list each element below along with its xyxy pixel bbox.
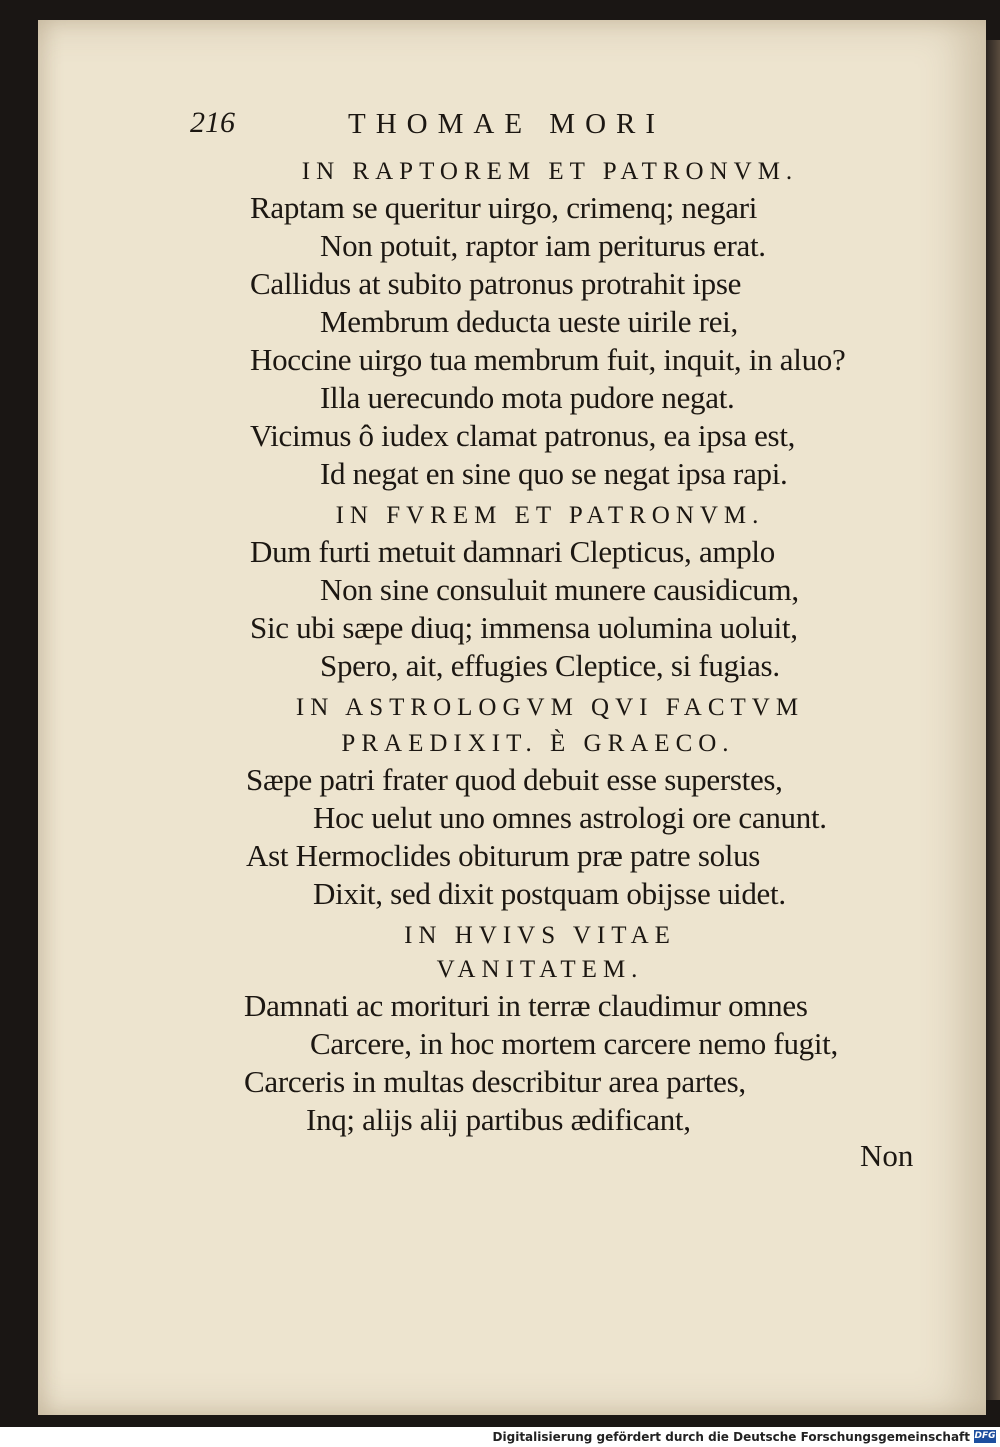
verse-line: Non sine consuluit munere causidicum, xyxy=(320,572,799,607)
poem-heading: IN FVREM ET PATRONVM. xyxy=(335,502,765,529)
show-through-text xyxy=(858,120,986,1170)
verse-line: Membrum deducta ueste uirile rei, xyxy=(320,304,738,339)
poem-heading: IN ASTROLOGVM QVI FACTVM xyxy=(295,694,805,721)
verse-line: Dixit, sed dixit postquam obijsse uidet. xyxy=(313,876,786,911)
catchword: Non xyxy=(860,1138,914,1173)
poem-heading: IN RAPTOREM ET PATRONVM. xyxy=(301,158,799,185)
verse-line: Raptam se queritur uirgo, crimenq; negari xyxy=(250,190,758,225)
verse-line: Id negat en sine quo se negat ipsa rapi. xyxy=(320,456,788,491)
digitization-footer xyxy=(0,1427,1000,1447)
funding-credit: Digitalisierung gefördert durch die Deutsche Forschungsgemeinschaft xyxy=(492,1430,970,1444)
verse-line: Ast Hermoclides obiturum præ patre solus xyxy=(246,838,761,873)
verse-line: Sic ubi sæpe diuq; immensa uolumina uoluit, xyxy=(250,610,798,645)
verse-line: Non potuit, raptor iam periturus erat. xyxy=(320,228,766,263)
book-page xyxy=(38,20,986,1415)
verse-line: Spero, ait, effugies Cleptice, si fugias. xyxy=(320,648,780,683)
page-number: 216 xyxy=(190,106,235,139)
poem-heading: IN HVIVS VITAE xyxy=(404,922,676,949)
poem-heading: PRAEDIXIT. È GRAECO. xyxy=(341,730,735,757)
verse-line: Vicimus ô iudex clamat patronus, ea ipsa est, xyxy=(250,418,796,453)
verse-line: Inq; alijs alij partibus ædificant, xyxy=(306,1102,691,1137)
verse-line: Illa uerecundo mota pudore negat. xyxy=(320,380,735,415)
verse-line: Hoccine uirgo tua membrum fuit, inquit, in aluo? xyxy=(250,342,846,377)
verse-line: Dum furti metuit damnari Clepticus, amplo xyxy=(250,534,775,569)
verse-line: Damnati ac morituri in terræ claudimur omnes xyxy=(244,988,808,1023)
verse-line: Callidus at subito patronus protrahit ipse xyxy=(250,266,742,301)
verse-line: Carcere, in hoc mortem carcere nemo fugit, xyxy=(310,1026,838,1061)
book-edge xyxy=(986,40,1000,1400)
dfg-logo: DFG xyxy=(974,1431,996,1441)
running-head: THOMAE MORI xyxy=(348,108,666,140)
verse-line: Hoc uelut uno omnes astrologi ore canunt. xyxy=(313,800,827,835)
verse-line: Carceris in multas describitur area partes, xyxy=(244,1064,746,1099)
poem-heading: VANITATEM. xyxy=(436,956,644,983)
verse-line: Sæpe patri frater quod debuit esse superstes, xyxy=(246,762,783,797)
